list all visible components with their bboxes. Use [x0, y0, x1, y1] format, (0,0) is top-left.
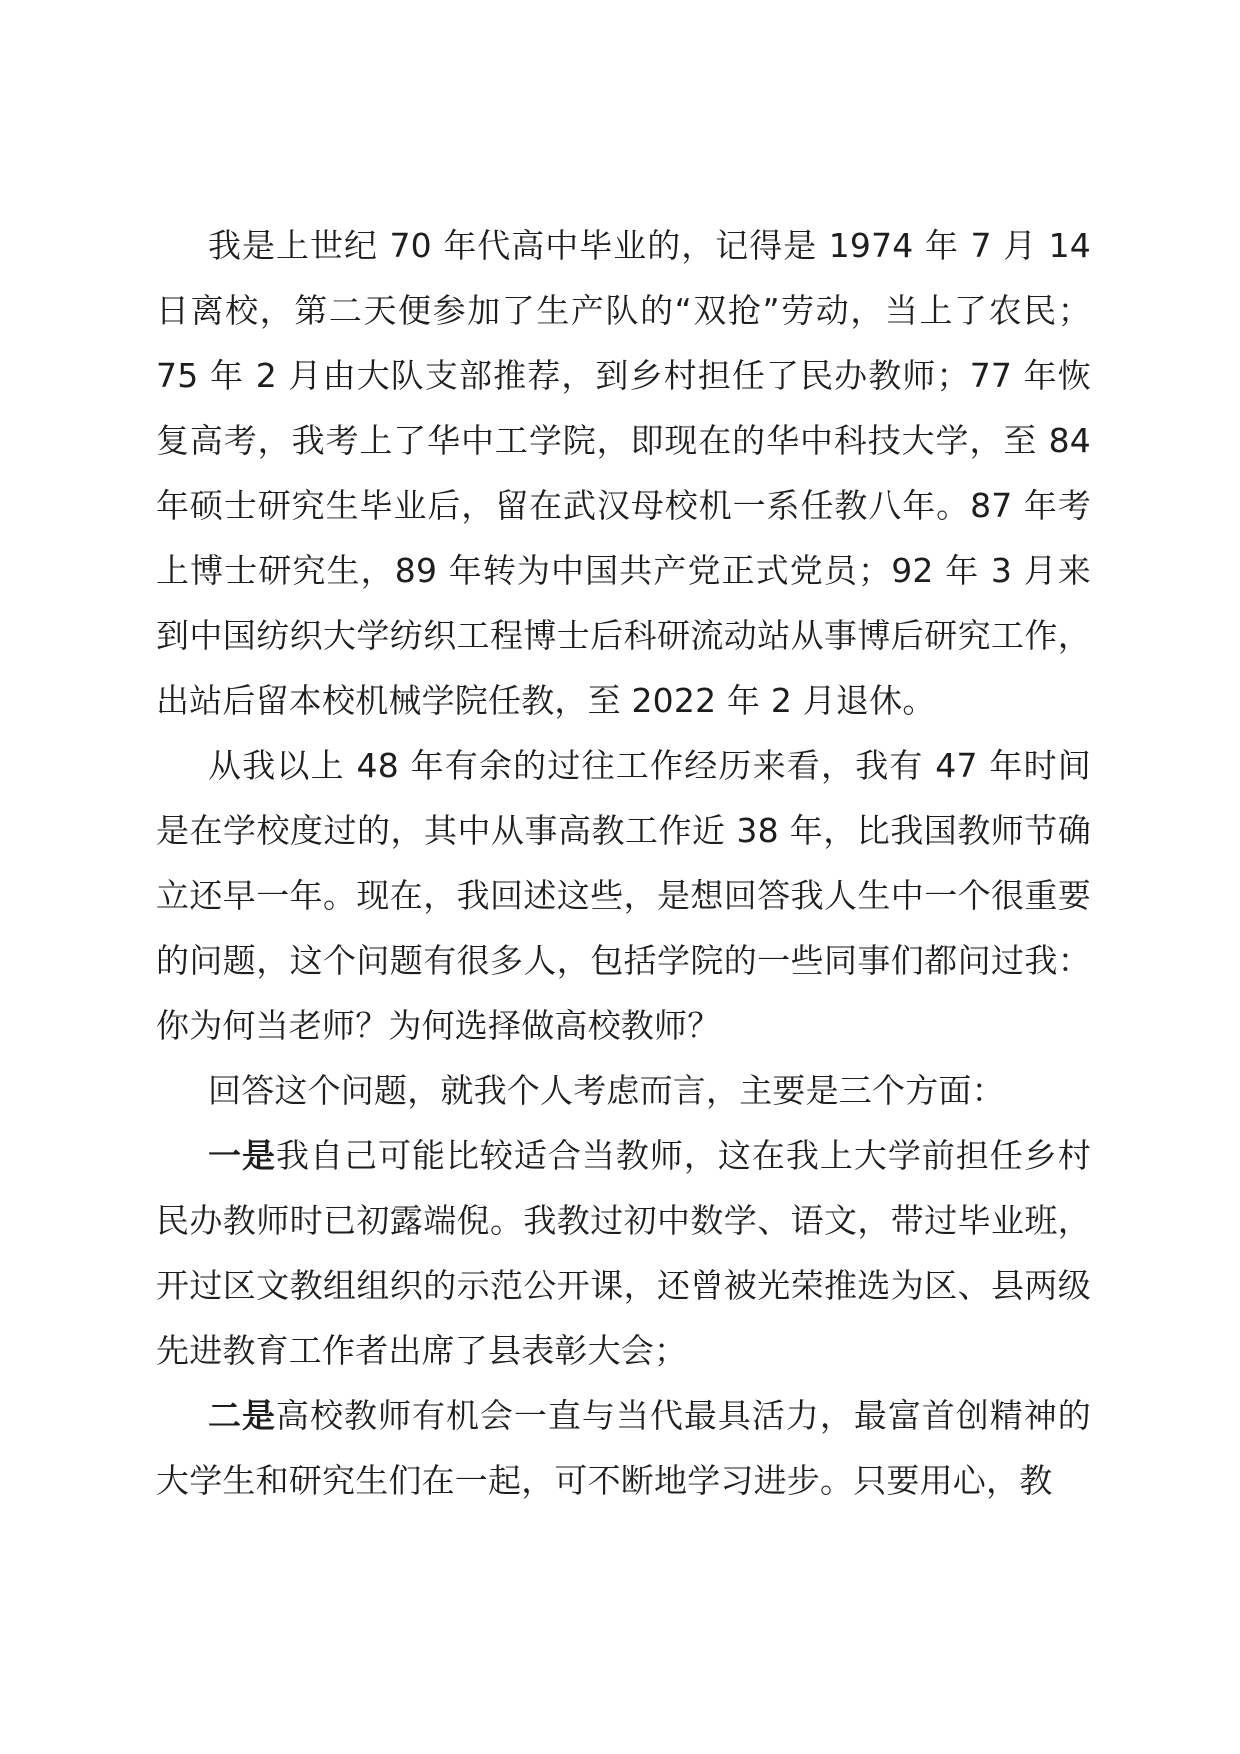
paragraph-text: 我自己可能比较适合当教师，这在我上大学前担任乡村民办教师时已初露端倪。我教过初中数学、语文，带过毕业班，开过区文教组组织的示范公开课，还曾被光荣推选为区、县两级先进教育工作者出席了县表彰大会；: [156, 1136, 1091, 1370]
paragraph-text: 我是上世纪 70 年代高中毕业的，记得是 1974 年 7 月 14 日离校，第二天便参加了生产队的“双抢”劳动，当上了农民；75 年 2 月由大队支部推荐，到乡村担任了民办教师；77 年恢复高考，我考上了华中工学院，即现在的华中科技大学，至 84 年硕士研究生毕业后，留在武汉母校机一系任教八年。87 年考上博士研究生，89 年转为中国共产党正式党员；92 年 3 月来到中国纺织大学纺织工程博士后科研流动站从事博后研究工作，出站后留本校机械学院任教，至 2022 年 2 月退休。: [156, 226, 1091, 720]
paragraph-text: 从我以上 48 年有余的过往工作经历来看，我有 47 年时间是在学校度过的，其中从事高教工作近 38 年，比我国教师节确立还早一年。现在，我回述这些，是想回答我人生中一个很重要的问题，这个问题有很多人，包括学院的一些同事们都问过我：你为何当老师？为何选择做高校教师？: [156, 746, 1091, 1045]
paragraph-reason-one: [156, 1123, 1091, 1383]
paragraph-career-history: [156, 213, 1091, 733]
paragraph-lead-bold: 二是: [208, 1396, 276, 1435]
paragraph-answer-intro: [156, 1058, 1091, 1123]
paragraph-question: [156, 733, 1091, 1058]
paragraph-text: 回答这个问题，就我个人考虑而言，主要是三个方面：: [208, 1071, 1005, 1110]
paragraph-text: 高校教师有机会一直与当代最具活力，最富首创精神的大学生和研究生们在一起，可不断地学习进步。只要用心，教: [156, 1396, 1091, 1500]
document-page: [156, 213, 1091, 1513]
paragraph-lead-bold: 一是: [208, 1136, 276, 1175]
paragraph-reason-two: [156, 1383, 1091, 1513]
